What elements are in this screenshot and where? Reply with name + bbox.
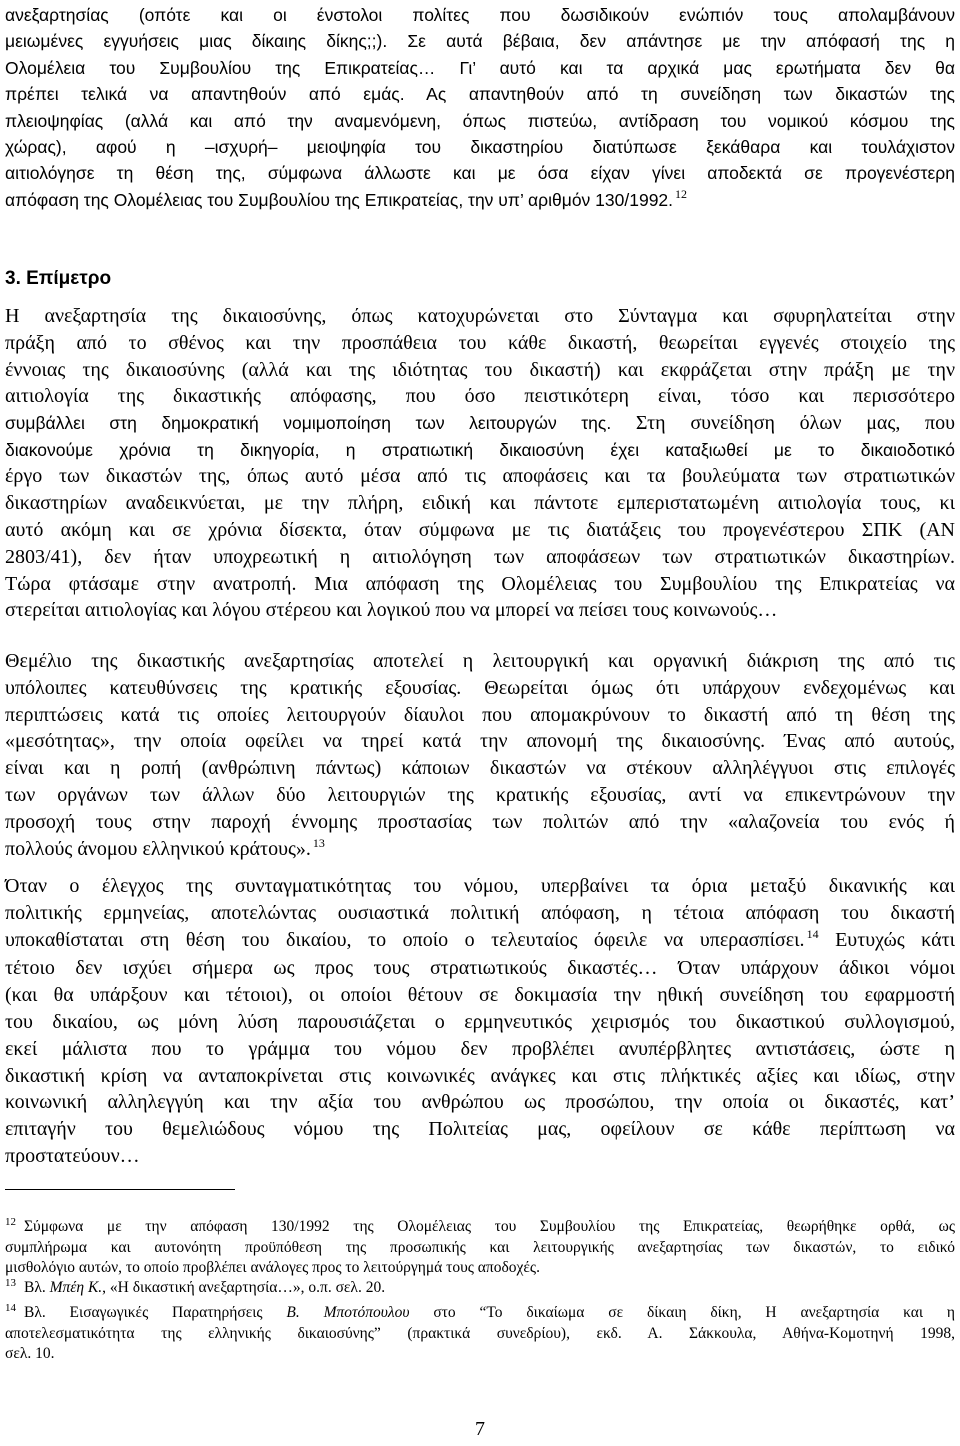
text-span: Μπέη Κ. bbox=[49, 1279, 103, 1296]
text-line: εκεί μάλιστα που το γράμμα του νόμου δεν προβλέπει ανυπέρβλητες αντιστάσεις, ώστε η bbox=[5, 1037, 955, 1060]
text-line: έργο των δικαστών της, όπως αυτό μέσα από τις αποφάσεις και τα βουλεύματα των στρατιωτικών bbox=[5, 465, 955, 488]
footnote-number: 13 bbox=[5, 1277, 16, 1289]
text-line: περιπτώσεις κατά τις οποίες λειτουργούν δίαυλοι που απομακρύνουν το δικαστή από τη θέση της bbox=[5, 703, 955, 726]
text-line bbox=[5, 571, 955, 598]
text-line: πράξη από το σθένος και την προσπάθεια του κάθε δικαστή, θεωρείται εγγενές στοιχείο της bbox=[5, 331, 955, 354]
text-span: Β. Μποτόπουλου bbox=[286, 1304, 410, 1321]
text-line: πλειοψηφίας (αλλά και από την αναμενόμενη, όπως πιστεύω, αντίδραση του νομικού κόσμου της bbox=[5, 110, 955, 131]
text-line: χώρας), αφού η –ισχυρή– μειοψηφία του δικαστηρίου διατύπωσε ξεκάθαρα και τουλάχιστον bbox=[5, 137, 955, 158]
text-line: κοινωνική αλληλεγγύη και την αξία του ανθρώπου ως προσώπου, την οποία οι δικαστές, κατ’ bbox=[5, 1091, 955, 1114]
text-line: αποτελεσματικότητα της ελληνικής δικαιοσύνης” (πρακτικά συνεδρίου), εκδ. Α. Σάκκουλα, Αθήνα-Κομοτηνή 1998, bbox=[5, 1325, 955, 1342]
text-line: αυτό ακόμη και σε χρόνια δίσεκτα, όταν σύμφωνα με τις διατάξεις του προγενέστερου ΣΠΚ (ΑΝ bbox=[5, 518, 955, 541]
text-span: συμβάλλει στη δημοκρατική νομιμοποίηση των λειτουργών της. bbox=[5, 413, 612, 434]
footnote-13-line bbox=[5, 1278, 955, 1299]
footnote-ref[interactable]: 13 bbox=[312, 835, 325, 850]
text-line bbox=[5, 927, 955, 956]
footnote-number: 12 bbox=[5, 1216, 16, 1228]
text-span: Θεωρείται όμως ότι υπάρχουν ενδεχομένως και bbox=[461, 676, 955, 699]
text-line: του δικαίου, ως μόνη λύση παρουσιάζεται ο ερμηνευτικός χειρισμός του δικαστικού συλλογισμού, bbox=[5, 1010, 955, 1033]
text-span: πολλούς άνομου ελληνικού κράτους». bbox=[5, 837, 311, 860]
text-span: πρέπει τελικά να απαντηθούν από εμάς. bbox=[5, 84, 405, 105]
section-paragraph-1 bbox=[5, 303, 955, 624]
text-line: μειωμένες εγγυήσεις μιας δίκαιης δίκης;;). Σε αυτά βέβαια, δεν απάντησε με την απόφασή της η bbox=[5, 31, 955, 52]
footnotes bbox=[5, 1217, 955, 1364]
footnote-ref[interactable]: 14 bbox=[806, 926, 819, 941]
intro-paragraph bbox=[5, 2, 955, 215]
text-span: απόφαση της Ολομέλειας του Συμβουλίου της Επικρατείας, την υπ’ αριθμόν 130/1992. bbox=[5, 189, 674, 210]
text-span: Τώρα φτάσαμε στην ανατροπή. bbox=[5, 572, 297, 595]
footnote-12-line bbox=[5, 1217, 955, 1238]
text-line bbox=[5, 728, 955, 755]
text-line: Ολομέλεια του Συμβουλίου της Επικρατείας… Γι’ αυτό και τα αρχικά μας ερωτήματα δεν θα bbox=[5, 57, 955, 78]
text-span: , «Η δικαστική ανεξαρτησία…», ο.π. σελ. 20. bbox=[102, 1279, 386, 1296]
section-heading: 3. Επίμετρο bbox=[5, 268, 112, 289]
text-line: δικαστηρίων αναδεικνύεται, με την πλήρη, ειδική και πάντοτε εμπεριστατωμένη αιτιολογία τους, κι bbox=[5, 492, 955, 515]
text-line: Θεμέλιο της δικαστικής ανεξαρτησίας αποτελεί η λειτουργική και οργανική διάκριση της από τις bbox=[5, 650, 955, 672]
text-line: προσοχή τους στην παροχή έννομης προστασίας των πολιτών από την «αλαζονεία του ενός ή bbox=[5, 810, 955, 833]
text-line: Όταν ο έλεγχος της συνταγματικότητας του νόμου, υπερβαίνει τα όρια μεταξύ δικανικής και bbox=[5, 875, 955, 897]
footnote-number: 14 bbox=[5, 1302, 16, 1314]
text-line: Η ανεξαρτησία της δικαιοσύνης, όπως κατοχυρώνεται στο Σύνταγμα και σφυρηλατείται στην bbox=[5, 305, 955, 327]
text-line: ανεξαρτησίας (οπότε και οι ένστολοι πολίτες που δωσιδικούν ενώπιόν τους απολαμβάνουν bbox=[5, 5, 955, 25]
footnote-ref[interactable]: 12 bbox=[675, 186, 688, 201]
text-span: Ας απαντηθούν από τη συνείδηση των δικαστών της bbox=[404, 84, 955, 105]
text-span: Σύμφωνα με την απόφαση 130/1992 της Ολομέλειας του Συμβουλίου της Επικρατείας, θεωρήθηκε ορθά, ως bbox=[24, 1218, 955, 1235]
text-span: «μεσότητας», την οποία οφείλει να τηρεί κατά την απονομή της δικαιοσύνης. bbox=[5, 730, 766, 753]
text-line: διακονούμε χρόνια τη δικηγορία, η στρατιωτική δικαιοσύνη έχει καταξιωθεί με το δικαιοδοτικό bbox=[5, 439, 955, 460]
text-line: επιταγήν του θεμελιώδους νόμου της Πολιτείας μας, οφείλουν σε κάθε περίπτωση να bbox=[5, 1118, 955, 1141]
text-span: Στη συνείδηση όλων μας, που bbox=[611, 412, 955, 435]
footnote-separator bbox=[5, 1189, 235, 1190]
text-line: είναι και η ροπή (ανθρώπινη πάντως) κάποιων δικαστών να στέκουν αλληλέγγυοι στις επιλογές bbox=[5, 757, 955, 780]
page-number: 7 bbox=[475, 1418, 485, 1440]
section-paragraph-3 bbox=[5, 873, 955, 1170]
text-line: 2803/41), δεν ήταν υποχρεωτική η αιτιολόγηση των αποφάσεων των στρατιωτικών δικαστηρίων. bbox=[5, 545, 955, 568]
text-span: Ευτυχώς κάτι bbox=[818, 928, 955, 951]
text-span: στο “Το δικαίωμα σε δίκαιη δίκη, Η ανεξαρτησία και η bbox=[409, 1304, 955, 1321]
text-line: τέτοιο δεν ισχύει σήμερα ως προς τους στρατιωτικούς δικαστές… Όταν υπάρχουν άδικοι νόμοι bbox=[5, 957, 955, 980]
text-line: σελ. 10. bbox=[5, 1345, 55, 1362]
text-span: Βλ. Εισαγωγικές Παρατηρήσεις bbox=[24, 1304, 287, 1321]
text-line bbox=[5, 410, 955, 437]
text-line bbox=[5, 81, 955, 107]
text-line: των οργάνων των άλλων δύο λειτουργιών της κρατικής εξουσίας, αντί να επικεντρώνουν την bbox=[5, 783, 955, 806]
text-line: (και θα υπάρξουν και τέτοιοι), οι οποίοι θέτουν σε δοκιμασία την ηθική συνείδηση του εφαρμοστή bbox=[5, 984, 955, 1007]
text-line: δικαστική κρίση να ανταποκρίνεται στις κοινωνικές ανάγκες και στις πλήκτικές αξίες και ιδίως, στην bbox=[5, 1064, 955, 1087]
text-span: Μια απόφαση της Ολομέλειας του Συμβουλίου της Επικρατείας να bbox=[296, 572, 955, 595]
text-line: έννοιας της δικαιοσύνης (αλλά και της ιδιότητας του δικαστή) και εκφράζεται στην πράξη με την bbox=[5, 358, 955, 381]
text-span: υπόλοιπες κατευθύνσεις της κρατικής εξουσίας. bbox=[5, 676, 462, 699]
text-span: Βλ. bbox=[24, 1279, 50, 1296]
text-line: αιτιολογία της δικαστικής απόφασης, που όσο πειστικότερη είναι, τόσο και περισσότερο bbox=[5, 385, 955, 408]
text-line: μισθολόγιο αυτών, το οποίο προβλέπει ανάλογες προς το λειτούργημά τους αποδοχές. bbox=[5, 1259, 540, 1276]
footnote-14-line bbox=[5, 1303, 955, 1324]
text-line bbox=[5, 675, 955, 702]
text-line: αιτιολόγησε τη θέση της, σύμφωνα άλλωστε και με όσα είχαν γίνει αποδεκτά σε προγενέστερη bbox=[5, 163, 955, 184]
section-paragraph-2 bbox=[5, 648, 955, 864]
text-line: στερείται αιτιολογίας και λόγου στέρεου και λογικού που να μπορεί να πείσει τους κοινωνούς… bbox=[5, 599, 778, 622]
text-span: Ένας από αυτούς, bbox=[765, 730, 956, 753]
text-line bbox=[5, 187, 955, 215]
text-span: υποκαθίσταται στη θέση του δικαίου, το οποίο ο τελευταίος όφειλε να υπερασπίσει. bbox=[5, 928, 805, 951]
text-line: προστατεύουν… bbox=[5, 1144, 140, 1167]
text-line: πολιτικής ερμηνείας, αποτελώντας ουσιαστικά πολιτική απόφαση, η τέτοια απόφαση του δικαστή bbox=[5, 901, 955, 924]
text-line bbox=[5, 836, 955, 865]
text-line: συμπλήρωμα και αυτονόητη προϋπόθεση της προσωπικής και λειτουργικής ανεξαρτησίας των δικαστών, το ειδικό bbox=[5, 1239, 955, 1256]
